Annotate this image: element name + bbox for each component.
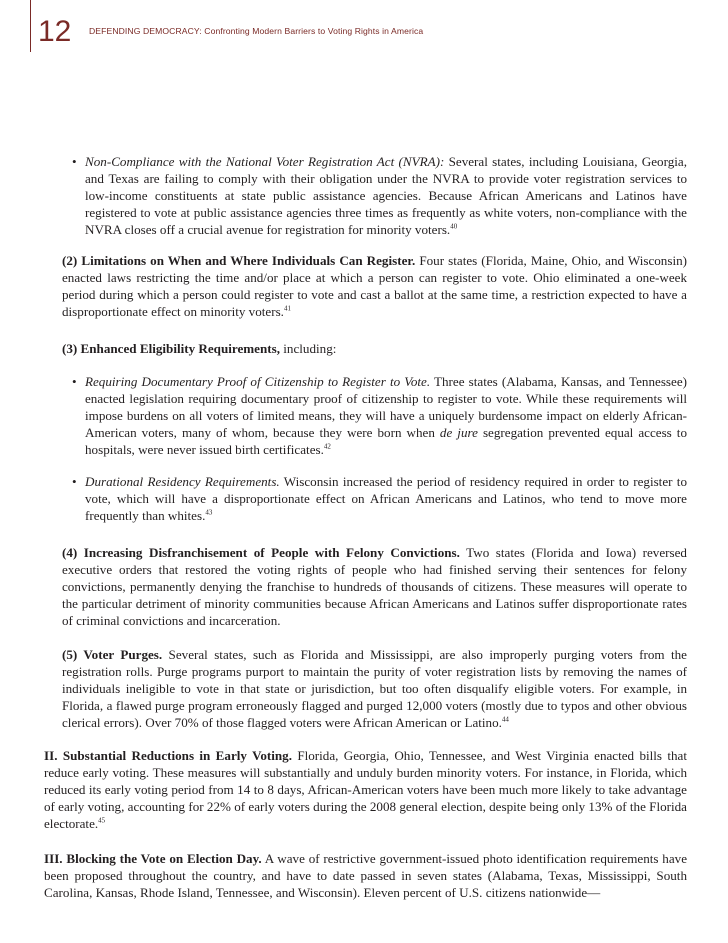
bullet-residency (72, 473, 687, 524)
footnote-ref: 45 (98, 817, 106, 826)
page-number: 12 (38, 15, 72, 48)
bullet-marker: • (72, 374, 77, 389)
footnote-ref: 44 (501, 716, 509, 725)
blocking-text: A wave of restrictive government-issued photo identification requirements have been proposed throughout the country, and have to date passed in seven states (Alabama, Texas, Mississippi, South Carolina, Kansas, Rhode Island, Tennessee, and Wisconsin). Eleven percent of U.S. citizens nationwide— (44, 851, 687, 901)
bullet-residency-title: Durational Residency Requirements. (85, 474, 280, 489)
bullet-nvra-text: Several states, including Louisiana, Georgia, and Texas are failing to comply with their obligation under the NVRA to provide voter registration services to low-income constituents at state public assistance agencies. Because African Americans and Latinos have registered to vote at public assistance agencies three times as frequently as white voters, non-compliance with the NVRA closes off a crucial avenue for registration for minority voters. (85, 154, 687, 238)
bullet-citizenship-title: Requiring Documentary Proof of Citizenship to Register to Vote. (85, 374, 431, 389)
limitations-paragraph (62, 252, 687, 320)
eligibility-paragraph (62, 340, 687, 357)
limitations-title: (2) Limitations on When and Where Individuals Can Register. (62, 253, 416, 268)
bullet-marker: • (72, 154, 77, 169)
bullet-marker: • (72, 474, 77, 489)
early-voting-text: Florida, Georgia, Ohio, Tennessee, and West Virginia enacted bills that reduce early voting. These measures will substantially and unduly burden minority voters. For instance, in Florida, which reduced its early voting period from 14 to 8 days, African-American voters have been much more likely to take advantage of early voting, accounting for 22% of early voters during the 2008 general election, despite being only 13% of the Florida electorate. (44, 748, 688, 832)
running-head: DEFENDING DEMOCRACY: Confronting Modern Barriers to Voting Rights in America (89, 26, 424, 36)
felony-paragraph (62, 544, 687, 629)
footnote-ref: 41 (283, 304, 291, 313)
blocking-title: III. Blocking the Vote on Election Day. (44, 851, 262, 866)
footnote-ref: 42 (323, 443, 331, 452)
footnote-ref: 40 (450, 223, 458, 232)
bullet-residency-text: Wisconsin increased the period of residency required in order to register to vote, which will have a disproportionate effect on African Americans and Latinos, who tend to move more frequently than whites. (85, 474, 687, 524)
early-voting-title: II. Substantial Reductions in Early Voting. (44, 748, 292, 763)
purges-paragraph (62, 646, 687, 731)
dejure-term: de jure (439, 425, 478, 441)
early-voting-paragraph (44, 747, 687, 832)
purges-title: (5) Voter Purges. (62, 647, 163, 662)
bullet-citizenship-text-b: segregation prevented equal access to hospitals, were never issued birth certificates. (85, 425, 687, 458)
eligibility-text: including: (280, 341, 337, 356)
bullet-nvra (72, 153, 687, 238)
bullet-nvra-title: Non-Compliance with the National Voter Registration Act (NVRA): (85, 154, 445, 169)
blocking-paragraph (44, 850, 687, 901)
eligibility-title: (3) Enhanced Eligibility Requirements, (62, 341, 281, 356)
limitations-text: Four states (Florida, Maine, Ohio, and Wisconsin) enacted laws restricting the time and/or place at which a person can register to vote. Ohio eliminated a one-week period during which a person could register to vote and cast a ballot at the same time, a restriction expected to have a disproportionate effect on minority voters. (62, 253, 687, 320)
felony-title: (4) Increasing Disfranchisement of People with Felony Convictions. (62, 545, 460, 560)
felony-text: Two states (Florida and Iowa) reversed executive orders that restored the voting rights of people who had finished serving their sentences for felony convictions, permanently denying the franchise to hundreds of thousands of citizens. These measures will operate to the particular detriment of minority communities because African Americans and Latinos suffer disproportionate rates of criminal convictions and incarceration. (62, 545, 687, 629)
bullet-citizenship (72, 373, 687, 458)
purges-text: Several states, such as Florida and Mississippi, are also improperly purging voters from the registration rolls. Purge programs purport to maintain the purity of voter registration lists by removing the names of individuals ineligible to vote in that state or jurisdiction, but too often disqualify eligible voters. For example, in Florida, a flawed purge program erroneously flagged and purged 12,000 voters (mostly due to typos and other obvious clerical errors). Over 70% of those flagged voters were African American or Latino. (62, 647, 687, 731)
bullet-citizenship-text-a: Three states (Alabama, Kansas, and Tennessee) enacted legislation requiring documentary proof of citizenship to register to vote. While these requirements will impose burdens on all voters of limited means, they will have a uniquely burdensome impact on elderly African-American voters, many of whom, because they were born when (85, 374, 687, 441)
footnote-ref: 43 (205, 508, 213, 517)
